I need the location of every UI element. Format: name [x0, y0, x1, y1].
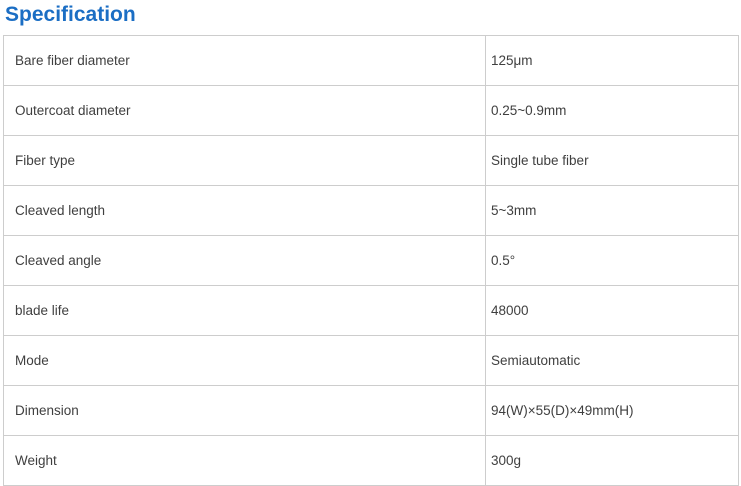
spec-value: 48000	[491, 303, 529, 318]
spec-value: Semiautomatic	[491, 353, 581, 368]
spec-value: 0.25~0.9mm	[491, 103, 567, 118]
table-row	[4, 286, 738, 336]
table-row	[4, 86, 738, 136]
table-row	[4, 336, 738, 386]
spec-label: Outercoat diameter	[4, 86, 486, 135]
table-row	[4, 186, 738, 236]
spec-value: Single tube fiber	[491, 153, 589, 168]
spec-label: Weight	[4, 436, 486, 485]
spec-value: 0.5°	[491, 253, 516, 268]
spec-label: blade life	[4, 286, 486, 335]
table-row	[4, 36, 738, 86]
spec-label: Fiber type	[4, 136, 486, 185]
spec-label: Cleaved length	[4, 186, 486, 235]
spec-value: 125μm	[491, 53, 533, 68]
specification-table	[3, 35, 739, 486]
table-row	[4, 436, 738, 486]
spec-value: 94(W)×55(D)×49mm(H)	[491, 403, 634, 418]
spec-label: Cleaved angle	[4, 236, 486, 285]
page-title: Specification	[5, 3, 136, 26]
table-row	[4, 386, 738, 436]
spec-label: Dimension	[4, 386, 486, 435]
spec-label: Mode	[4, 336, 486, 385]
spec-value: 5~3mm	[491, 203, 537, 218]
spec-value: 300g	[491, 453, 522, 468]
spec-label: Bare fiber diameter	[4, 36, 486, 85]
table-row	[4, 236, 738, 286]
table-row	[4, 136, 738, 186]
